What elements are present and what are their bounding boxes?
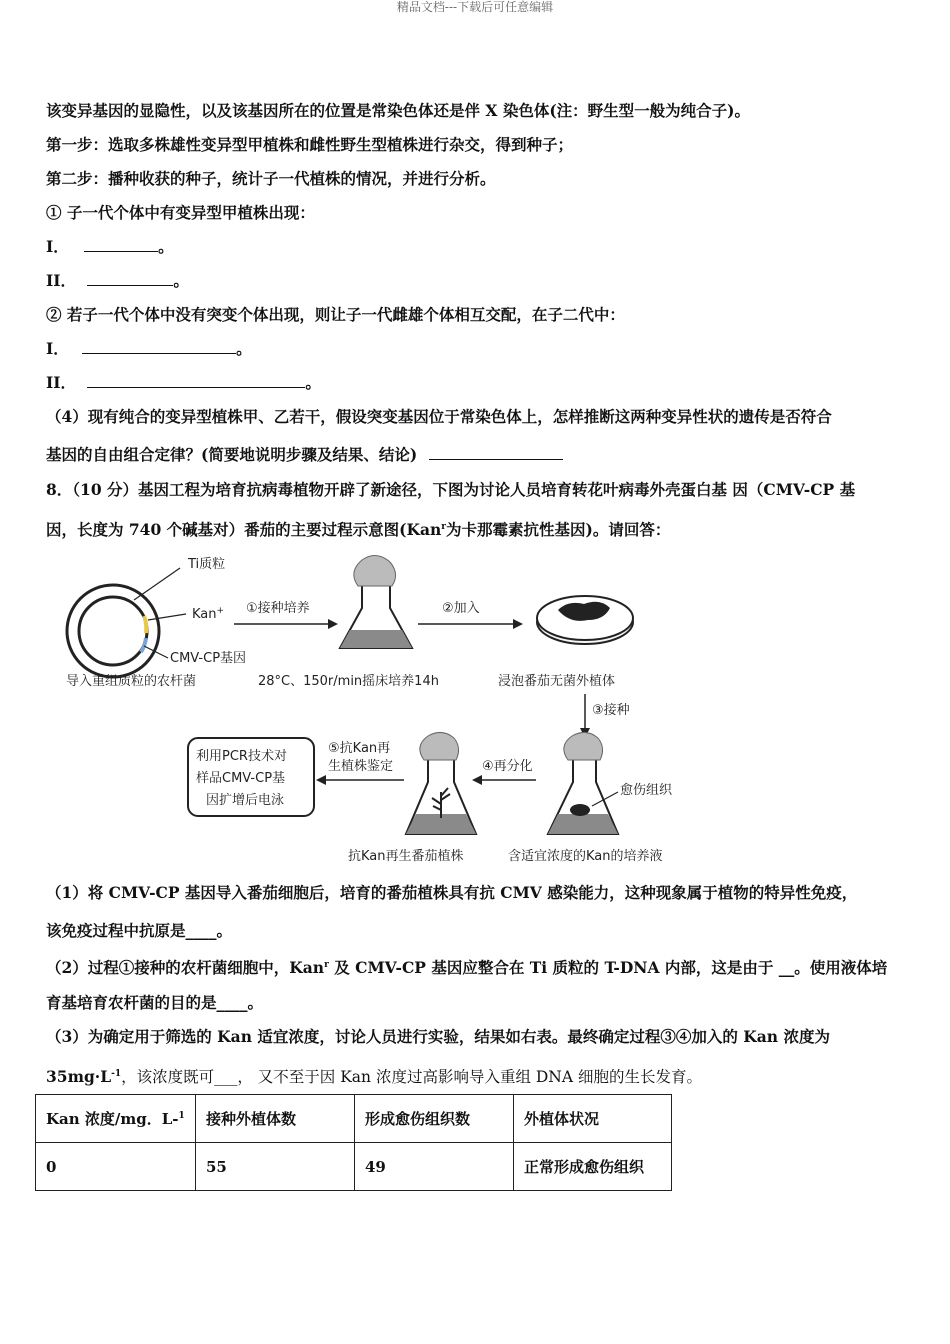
table-cell: 正常形成愈伤组织 <box>514 1143 672 1191</box>
table-cell: 0 <box>36 1143 196 1191</box>
culture-flask-icon <box>340 555 412 648</box>
ti-plasmid-label: Ti质粒 <box>188 557 226 572</box>
kan-concentration-table <box>35 1094 672 1191</box>
question-8-line2 <box>46 516 916 541</box>
text-line: （1）将 CMV-CP 基因导入番茄细胞后，培育的番茄植株具有抗 CMV 感染能力，这种现象属于植物的特异性免疫， <box>46 883 858 902</box>
arrowhead <box>472 775 482 785</box>
table-header-cell: 形成愈伤组织数 <box>355 1095 514 1143</box>
table-cell: 49 <box>355 1143 514 1191</box>
roman-label: II． <box>46 271 77 290</box>
table-header-row <box>36 1095 672 1143</box>
pcr-line1: 利用PCR技术对 <box>196 749 287 764</box>
arrowhead <box>328 619 338 629</box>
answer-line <box>46 338 916 360</box>
table-header-cell: 外植体状况 <box>514 1095 672 1143</box>
arrowhead <box>513 619 523 629</box>
step1-label: ①接种培养 <box>246 601 310 616</box>
text-line: 育基培育农杆菌的目的是____。 <box>46 993 264 1012</box>
answer-blank[interactable] <box>84 237 158 252</box>
answer-line <box>46 236 916 258</box>
answer-line <box>46 372 916 394</box>
ti-plasmid-drawing <box>67 568 186 677</box>
text-line <box>46 954 916 979</box>
text-line: （4）现有纯合的变异型植株甲、乙若干，假设突变基因位于常染色体上，怎样推断这两种变异性状的遗传是否符合 <box>46 407 832 426</box>
petri-dish-icon <box>537 596 633 644</box>
text-segment: 为卡那霉素抗性基因)。请回答： <box>446 520 671 539</box>
pcr-line2: 样品CMV-CP基 <box>196 771 286 786</box>
table-row <box>36 1143 672 1191</box>
period: 。 <box>173 271 189 290</box>
step2-label: ②加入 <box>442 601 480 616</box>
superscript: -1 <box>111 1069 122 1079</box>
text-segment: ，该浓度既可___， 又不至于因 Kan 浓度过高影响导入重组 DNA 细胞的生长发育。 <box>121 1068 702 1086</box>
table-cell: 55 <box>196 1143 355 1191</box>
page-header: 精品文档---下载后可任意编辑 <box>396 0 554 14</box>
text-line <box>46 1063 916 1088</box>
period: 。 <box>158 237 174 256</box>
step5-label-line1: ⑤抗Kan再 <box>328 741 391 756</box>
text-line: ② 若子一代个体中没有突变个体出现，则让子一代雌雄个体相互交配，在子二代中： <box>46 305 625 324</box>
step4-label: ④再分化 <box>482 759 533 774</box>
period: 。 <box>305 373 321 392</box>
callus-label: 愈伤组织 <box>620 783 673 798</box>
table-header-cell: 接种外植体数 <box>196 1095 355 1143</box>
answer-blank[interactable] <box>82 339 236 354</box>
text-segment: 及 CMV-CP 基因应整合在 Ti 质粒的 T-DNA 内部，这是由于 __。使用液体培 <box>328 958 888 977</box>
text-segment: 35mg·L <box>46 1067 112 1086</box>
answer-blank[interactable] <box>87 271 173 286</box>
text-line: （3）为确定用于筛选的 Kan 适宜浓度，讨论人员进行实验，结果如右表。最终确定过程③④加入的 Kan 浓度为 <box>46 1027 830 1046</box>
period: 。 <box>236 339 252 358</box>
culture-condition-label: 28°C、150r/min摇床培养14h <box>258 674 439 689</box>
roman-label: II． <box>46 373 77 392</box>
pcr-line3: 因扩增后电泳 <box>206 793 285 808</box>
superscript: r <box>324 960 329 970</box>
text-line: 第一步：选取多株雄性变异型甲植株和雌性野生型植株进行杂交，得到种子； <box>46 135 574 154</box>
text-line: 该变异基因的显隐性，以及该基因所在的位置是常染色体还是伴 X 染色体(注：野生型一般为纯合子)。 <box>46 101 750 120</box>
answer-line <box>46 444 916 466</box>
regenerated-plant-flask-icon <box>406 732 476 834</box>
question-8-line1: 8．（10 分）基因工程为培育抗病毒植物开辟了新途径，下图为讨论人员培育转花叶病毒外壳蛋白基 因（CMV-CP 基 <box>46 480 856 499</box>
text-segment: 因，长度为 740 个碱基对）番茄的主要过程示意图(Kan <box>46 520 442 539</box>
kan-label: Kan+ <box>192 606 225 622</box>
text-line: 第二步：播种收获的种子，统计子一代植株的情况，并进行分析。 <box>46 169 496 188</box>
roman-label: I． <box>46 339 69 358</box>
kan-medium-label: 含适宜浓度的Kan的培养液 <box>508 849 663 864</box>
text-line: ① 子一代个体中有变异型甲植株出现： <box>46 203 315 222</box>
table-header-cell: Kan 浓度/mg．L-$^1$ <box>36 1095 196 1143</box>
agrobacterium-label: 导入重组质粒的农杆菌 <box>66 674 197 689</box>
text-line: 该免疫过程中抗原是____。 <box>46 921 233 940</box>
arrowhead <box>316 775 326 785</box>
cmv-cp-label: CMV-CP基因 <box>170 651 247 666</box>
step5-label-line2: 生植株鉴定 <box>328 759 394 774</box>
question-text: 基因的自由组合定律？(简要地说明步骤及结果、结论) <box>46 445 418 464</box>
answer-blank[interactable] <box>429 445 563 460</box>
answer-line <box>46 270 916 292</box>
step3-label: ③接种 <box>592 703 630 718</box>
regenerated-plant-label: 抗Kan再生番茄植株 <box>348 849 464 864</box>
answer-blank[interactable] <box>87 373 305 388</box>
process-diagram <box>58 548 708 870</box>
superscript: r <box>441 522 447 532</box>
roman-label: I． <box>46 237 69 256</box>
text-segment: （2）过程①接种的农杆菌细胞中，Kan <box>46 958 325 977</box>
callus-flask-icon <box>548 732 618 834</box>
explant-soak-label: 浸泡番茄无菌外植体 <box>498 674 616 689</box>
